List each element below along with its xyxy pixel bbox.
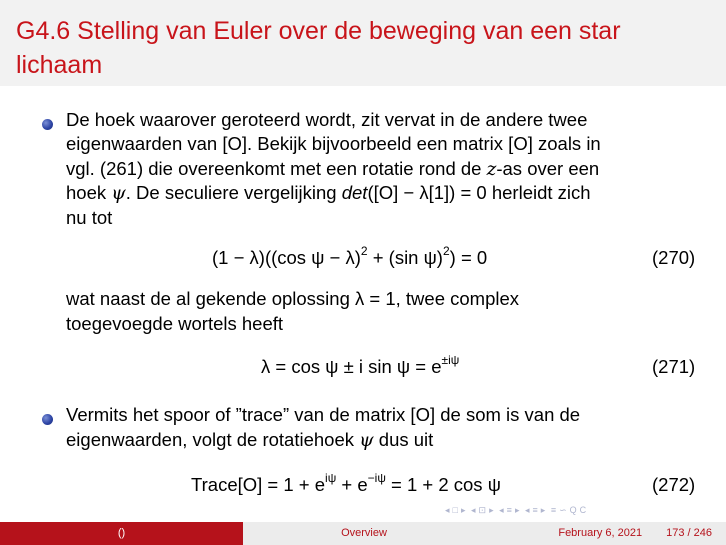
nav-sub-prev-icon[interactable]: ◂ bbox=[471, 505, 476, 515]
bullet1-line4 bbox=[66, 181, 591, 207]
nav-subsection-icon[interactable]: ⊡ bbox=[478, 505, 487, 515]
footer-author: () bbox=[0, 522, 243, 545]
eq270-lhs: (1 − λ)((cos ψ − λ) bbox=[212, 247, 361, 268]
eq272-a: Trace[O] = 1 + e bbox=[191, 474, 326, 495]
nav-search-extra-icon[interactable]: Q bbox=[569, 505, 577, 515]
equation-number-271: (271) bbox=[652, 356, 696, 377]
footer-section: Overview bbox=[243, 522, 485, 545]
footer-date: February 6, 2021 bbox=[558, 527, 643, 539]
bullet2-line2a: eigenwaarden, volgt de rotatiehoek bbox=[66, 429, 360, 450]
slide-title: G4.6 Stelling van Euler over de beweging van een star lichaam bbox=[16, 17, 621, 79]
symbol-psi: ψ bbox=[111, 183, 126, 204]
bullet1-line4a: hoek bbox=[66, 182, 112, 203]
after270-line2: toegevoegde wortels heeft bbox=[66, 313, 284, 334]
bullet1-line3 bbox=[66, 157, 599, 183]
bullet2-line2 bbox=[66, 428, 433, 454]
title-bar bbox=[0, 0, 726, 86]
nav-doc-prev-icon[interactable]: ◂ bbox=[524, 505, 530, 515]
nav-frame-prev-icon[interactable]: ◂ bbox=[445, 505, 450, 515]
eq272-exp2: −iψ bbox=[367, 470, 386, 485]
eq270-exp2: 2 bbox=[442, 243, 450, 258]
eq271-exp: ±iψ bbox=[441, 352, 460, 367]
bullet1-line2: eigenwaarden van [O]. Bekijk bijvoorbeeld een matrix [O] zoals in bbox=[66, 133, 601, 154]
det-text: det bbox=[341, 182, 368, 203]
footer-page: 173 / 246 bbox=[666, 527, 712, 539]
bullet-icon bbox=[42, 414, 53, 425]
nav-frame-next-icon[interactable]: ▸ bbox=[460, 505, 466, 515]
eq270-rhs: ) = 0 bbox=[449, 247, 488, 268]
bullet1-line3a: vgl. (261) die overeenkomt met een rotatie rond de bbox=[66, 158, 487, 179]
var-z: z bbox=[486, 159, 497, 180]
equation-271 bbox=[261, 352, 460, 378]
eq270-exp1: 2 bbox=[360, 243, 368, 258]
symbol-psi: ψ bbox=[359, 430, 374, 451]
nav-doc-next-icon[interactable]: ▸ bbox=[540, 505, 546, 515]
nav-zoom-icon[interactable]: C bbox=[579, 505, 587, 515]
nav-frame-icon[interactable]: □ bbox=[452, 505, 458, 515]
eq272-exp1: iψ bbox=[325, 470, 337, 485]
nav-align-icon[interactable]: ≡ bbox=[550, 505, 557, 515]
equation-270 bbox=[212, 243, 488, 269]
bullet-icon bbox=[42, 119, 53, 130]
nav-sub-next-icon[interactable]: ▸ bbox=[489, 505, 494, 515]
footer bbox=[0, 522, 726, 545]
navigation-bar bbox=[445, 505, 589, 516]
bullet1-line5: nu tot bbox=[66, 207, 113, 228]
nav-document-icon[interactable]: ≡ bbox=[532, 505, 538, 515]
bullet2-line2b: dus uit bbox=[373, 429, 434, 450]
eq272-b: + e bbox=[336, 474, 368, 495]
nav-sec-prev-icon[interactable]: ◂ bbox=[499, 505, 504, 515]
eq271-text: λ = cos ψ ± i sin ψ = e bbox=[261, 356, 442, 377]
bullet2-line1: Vermits het spoor of ”trace” van de matrix [O] de som is van de bbox=[66, 404, 581, 425]
equation-number-270: (270) bbox=[652, 247, 696, 268]
eq270-mid: + (sin ψ) bbox=[367, 247, 443, 268]
after270-line1: wat naast de al gekende oplossing λ = 1, twee complex bbox=[66, 288, 520, 309]
bullet1-line4b: . De seculiere vergelijking bbox=[125, 182, 342, 203]
nav-sec-next-icon[interactable]: ▸ bbox=[514, 505, 520, 515]
nav-section-icon[interactable]: ≡ bbox=[506, 505, 512, 515]
bullet1-line4c: ([O] − λ[1]) = 0 herleidt zich bbox=[367, 182, 591, 203]
equation-number-272: (272) bbox=[652, 474, 696, 495]
eq272-c: = 1 + 2 cos ψ bbox=[385, 474, 501, 495]
bullet1-line3b: -as over een bbox=[496, 158, 600, 179]
footer-info bbox=[485, 522, 726, 545]
bullet1-line1: De hoek waarover geroteerd wordt, zit vervat in de andere twee bbox=[66, 109, 588, 130]
nav-search-icon[interactable]: ∽ bbox=[559, 505, 567, 515]
equation-272 bbox=[191, 470, 501, 496]
